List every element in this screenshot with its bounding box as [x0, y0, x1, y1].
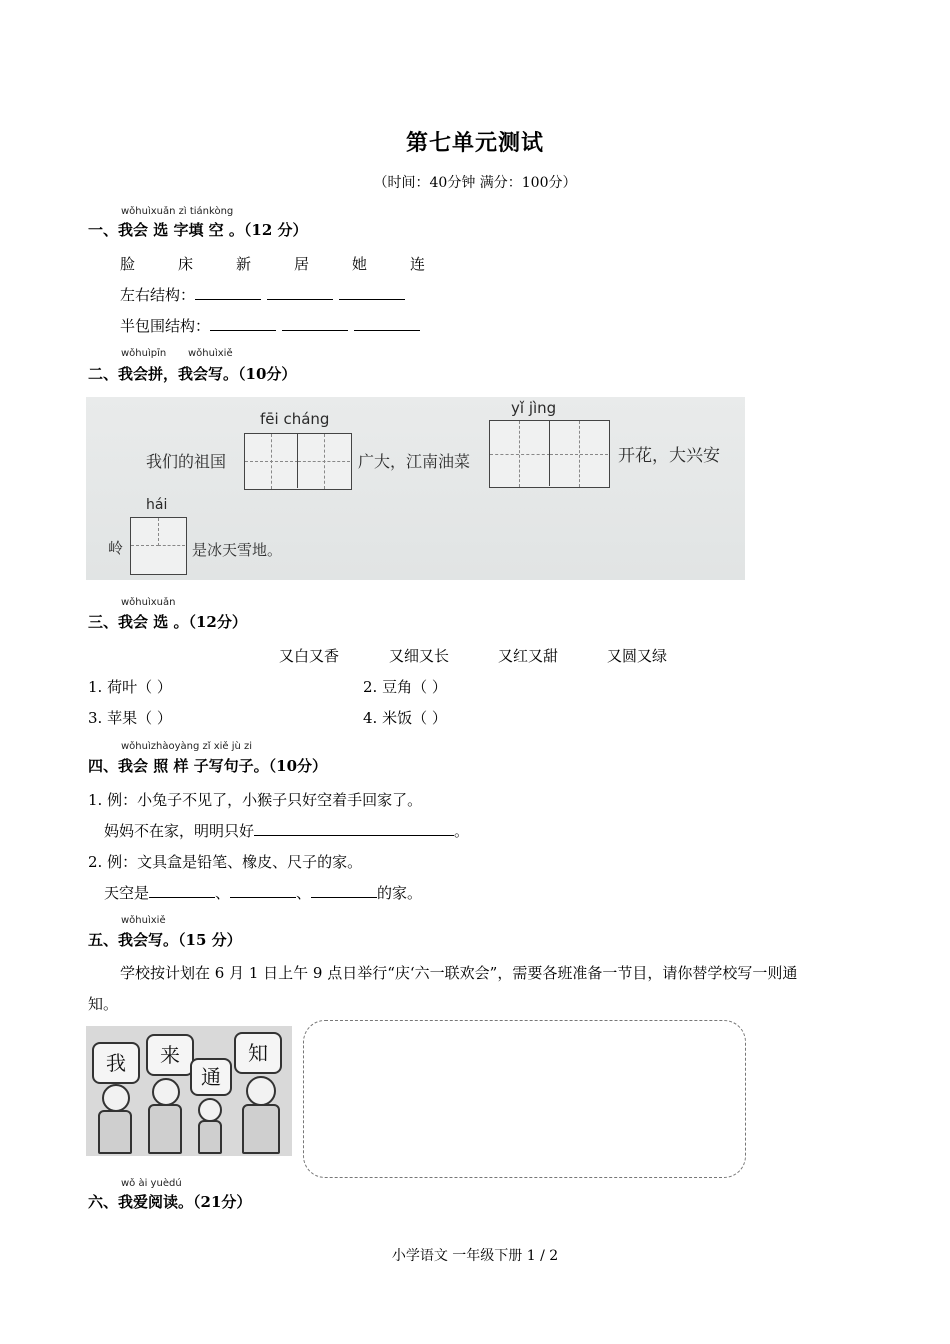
s3-option: 又红又甜	[498, 647, 559, 665]
s1-row-half-enclosure	[120, 315, 426, 336]
pinyin-yijing: yǐ jìng	[511, 399, 557, 417]
s1-char: 连	[410, 255, 426, 273]
child-body	[242, 1104, 280, 1154]
page-subtitle: （时间：40分钟 满分：100分）	[373, 175, 577, 191]
child-head	[152, 1078, 180, 1106]
img-text-kaihua: 开花，大兴安	[618, 446, 720, 466]
s6-heading: 六、我爱阅读。（21分）	[88, 1193, 252, 1211]
s1-pinyin: wǒhuìxuǎn zì tiánkòng	[121, 206, 234, 217]
separator: 、	[215, 884, 231, 902]
s4-line-2	[104, 882, 422, 903]
s2-pinyin-1: wǒhuìpīn	[121, 348, 167, 359]
img-text-ling: 岭	[108, 539, 124, 557]
answer-blank[interactable]	[354, 316, 420, 331]
sign: 我	[92, 1042, 140, 1084]
s4-line1-prefix: 妈妈不在家，明明只好	[104, 822, 255, 840]
s1-char: 新	[236, 255, 252, 273]
child-head	[246, 1076, 276, 1106]
writing-grid[interactable]	[130, 517, 187, 575]
writing-grid[interactable]	[244, 433, 352, 490]
s4-example-1: 1. 例：小兔子不见了，小猴子只好空着手回家了。	[88, 791, 423, 809]
s5-paragraph-line-2: 知。	[88, 995, 119, 1013]
s4-line2-prefix: 天空是	[104, 884, 150, 902]
notice-writing-box[interactable]	[303, 1020, 746, 1178]
answer-blank[interactable]	[195, 285, 261, 300]
pinyin-hai: hái	[146, 497, 168, 513]
answer-blank[interactable]	[267, 285, 333, 300]
s3-option: 又细又长	[389, 647, 450, 665]
s3-question-3[interactable]: 3. 苹果（ ）	[88, 709, 172, 727]
separator: 、	[296, 884, 312, 902]
s3-question-2[interactable]: 2. 豆角（ ）	[363, 678, 447, 696]
sign: 通	[190, 1058, 232, 1096]
img-text-zuguo: 我们的祖国	[146, 452, 227, 471]
img-text-bingtian: 是冰天雪地。	[192, 541, 283, 559]
s1-char: 她	[352, 255, 368, 273]
s4-line-1	[104, 820, 469, 841]
s4-line1-suffix: 。	[454, 822, 470, 840]
sign: 知	[234, 1032, 282, 1074]
s1-char: 居	[294, 255, 310, 273]
s1-heading: 一、我会 选 字填 空 。（12 分）	[88, 221, 308, 239]
child-head	[102, 1084, 130, 1112]
s1-char-list	[120, 253, 468, 274]
s2-exercise-photo	[86, 397, 745, 580]
bear-head	[198, 1098, 222, 1122]
child-body	[98, 1110, 132, 1154]
s1-row1-label: 左右结构：	[120, 286, 196, 304]
answer-blank[interactable]	[254, 821, 454, 836]
s2-pinyin-2: wǒhuìxiě	[188, 348, 233, 359]
s6-pinyin: wǒ ài yuèdú	[121, 1178, 182, 1189]
s1-row2-label: 半包围结构：	[120, 317, 211, 335]
s1-char: 床	[178, 255, 194, 273]
page-title: 第七单元测试	[405, 130, 544, 156]
s4-pinyin: wǒhuìzhàoyàng zǐ xiě jù zi	[121, 741, 253, 752]
bear-body	[198, 1120, 222, 1154]
s4-example-2: 2. 例：文具盒是铅笔、橡皮、尺子的家。	[88, 853, 363, 871]
answer-blank[interactable]	[210, 316, 276, 331]
s1-char: 脸	[120, 255, 136, 273]
answer-blank[interactable]	[282, 316, 348, 331]
s5-heading: 五、我会写。（15 分）	[88, 931, 242, 949]
answer-blank[interactable]	[230, 883, 296, 898]
s1-row-left-right	[120, 284, 411, 305]
s3-question-4[interactable]: 4. 米饭（ ）	[363, 709, 447, 727]
s5-pinyin: wǒhuìxiě	[121, 915, 166, 926]
s3-pinyin: wǒhuìxuǎn	[121, 597, 176, 608]
s3-heading: 三、我会 选 。（12分）	[88, 613, 247, 631]
s3-option: 又圆又绿	[607, 647, 668, 665]
sign: 来	[146, 1034, 194, 1076]
answer-blank[interactable]	[149, 883, 215, 898]
answer-blank[interactable]	[311, 883, 377, 898]
s5-paragraph-line-1: 学校按计划在 6 月 1 日上午 9 点日举行“庆‘六一联欢会”，需要各班准备一节目，请你替学校写一则通	[120, 964, 798, 982]
img-text-guangda: 广大，江南油菜	[358, 452, 471, 471]
s3-question-1[interactable]: 1. 荷叶（ ）	[88, 678, 172, 696]
s2-heading: 二、我会拼，我会写。（10分）	[88, 365, 297, 383]
answer-blank[interactable]	[339, 285, 405, 300]
pinyin-feichang: fēi cháng	[260, 410, 330, 428]
s5-children-signs-image	[86, 1026, 292, 1156]
s3-option: 又白又香	[279, 647, 340, 665]
s4-heading: 四、我会 照 样 子写句子。（10分）	[88, 757, 328, 775]
child-body	[148, 1104, 182, 1154]
s4-line2-suffix: 的家。	[377, 884, 423, 902]
writing-grid[interactable]	[489, 420, 610, 488]
page-footer: 小学语文 一年级下册 1 / 2	[391, 1248, 559, 1264]
